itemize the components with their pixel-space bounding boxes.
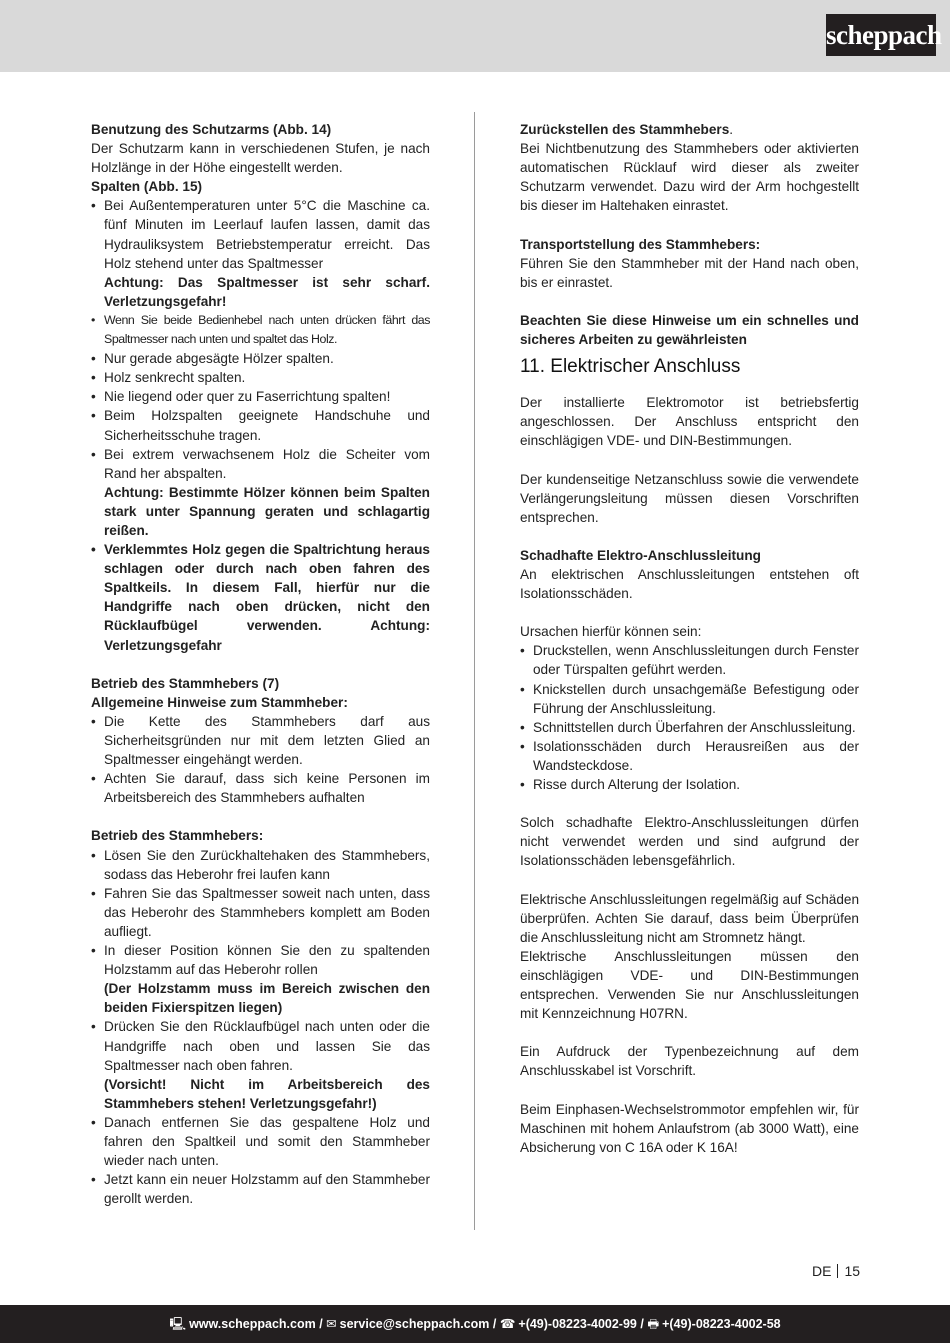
heading-schutzarm: Benutzung des Schutzarms (Abb. 14) (91, 122, 332, 137)
list-item: • Isolationsschäden durch Herausreißen aus der Wandsteckdose. (520, 737, 859, 775)
safety-note: Beachten Sie diese Hinweise um ein schnelles und sicheres Arbeiten zu gewährleisten (520, 312, 859, 348)
paragraph: Elektrische Anschlussleitungen müssen den einschlägigen VDE- und DIN-Bestimmungen entsprechen. Verwenden Sie nur Anschlussleitungen mit Kennzeichnung H07RN. (520, 948, 859, 1022)
computer-icon: 🖳 (169, 1317, 187, 1331)
list-item: • Knickstellen durch unsachgemäße Befestigung oder Führung der Anschlussleitung. (520, 680, 859, 718)
list-item: • Danach entfernen Sie das gespaltene Holz und fahren den Spaltkeil und somit den Stammheber wieder nach unten. (91, 1113, 430, 1170)
paragraph: Führen Sie den Stammheber mit der Hand nach oben, bis er einrastet. (520, 255, 859, 290)
heading-spalten: Spalten (Abb. 15) (91, 179, 203, 195)
list-item: • Bei extrem verwachsenem Holz die Scheiter vom Rand her abspalten. Achtung: Bestimmte Hölzer können beim Spalten stark unter Spannung geraten und schlagartig reißen. (91, 445, 430, 540)
paragraph: Elektrische Anschlussleitungen regelmäßig auf Schäden überprüfen. Achten Sie darauf, dass beim Überprüfen die Anschlussleitung nicht am Stromnetz hängt. (520, 891, 859, 945)
list-item: • In dieser Position können Sie den zu spaltenden Holzstamm auf das Heberohr rollen (Der Holzstamm muss im Bereich zwischen den beiden Fixierspitzen liegen) (91, 941, 430, 1017)
paragraph: Ein Aufdruck der Typenbezeichnung auf dem Anschlusskabel ist Vorschrift. (520, 1044, 859, 1079)
heading-stammheber: Betrieb des Stammhebers (7) (91, 675, 280, 691)
phone-icon: ☎ (499, 1317, 516, 1331)
list-item: • Holz senkrecht spalten. (91, 368, 430, 387)
list-item: • Schnittstellen durch Überfahren der Anschlussleitung. (520, 718, 859, 737)
page-num: 15 (844, 1263, 861, 1279)
left-column (91, 120, 430, 1208)
list-item: • Drücken Sie den Rücklaufbügel nach unten oder die Handgriffe nach oben und lassen Sie das Spaltmesser nach oben fahren. (Vorsicht! Nicht im Arbeitsbereich des Stammhebers stehen! Verletzungsgefahr!) (91, 1017, 430, 1112)
heading-hinweise: Allgemeine Hinweise zum Stammheber: (91, 694, 348, 710)
betrieb-list (91, 846, 430, 1209)
page-number (812, 1263, 860, 1279)
list-item: • Nur gerade abgesägte Hölzer spalten. (91, 349, 430, 368)
paragraph: Der kundenseitige Netzanschluss sowie die verwendete Verlängerungsleitung müssen diesen Vorschriften entsprechen. (520, 471, 859, 525)
paragraph: Der Schutzarm kann in verschiedenen Stufen, je nach Holzlänge in der Höhe eingestellt werden. (91, 141, 430, 176)
spalten-list (91, 196, 430, 654)
footer-fax: +(49)-08223-4002-58 (662, 1317, 781, 1331)
list-item: • Druckstellen, wenn Anschlussleitungen durch Fenster oder Türspalten geführt werden. (520, 641, 859, 679)
list-item: • Jetzt kann ein neuer Holzstamm auf den Stammheber gerollt werden. (91, 1170, 430, 1208)
brand-logo: scheppach (826, 14, 936, 56)
list-item: • Fahren Sie das Spaltmesser soweit nach unten, dass das Heberohr des Stammhebers komplett am Boden aufliegt. (91, 884, 430, 941)
heading-transport: Transportstellung des Stammhebers: (520, 236, 761, 252)
paragraph: Ursachen hierfür können sein: (520, 624, 702, 640)
right-column (520, 120, 859, 1157)
page-header (0, 0, 950, 72)
warning-text: Achtung: Das Spaltmesser ist sehr scharf. Verletzungsgefahr! (104, 274, 430, 309)
list-item: • Lösen Sie den Zurückhaltehaken des Stammhebers, sodass das Heberohr frei laufen kann (91, 846, 430, 884)
footer-web[interactable]: www.scheppach.com (189, 1317, 316, 1331)
warning-text: Achtung: Bestimmte Hölzer können beim Spalten stark unter Spannung geraten und schlagartig reißen. (104, 484, 430, 538)
warning-text: (Vorsicht! Nicht im Arbeitsbereich des Stammhebers stehen! Verletzungsgefahr!) (104, 1076, 430, 1111)
mail-icon: ✉ (326, 1317, 337, 1331)
heading-betrieb: Betrieb des Stammhebers: (91, 828, 264, 844)
paragraph: Beim Einphasen-Wechselstrommotor empfehlen wir, für Maschinen mit hohem Anlaufstrom (ab 3000 Watt), eine Absicherung von C 16A oder K 16A! (520, 1101, 859, 1155)
column-divider (474, 112, 475, 1230)
list-item: • Achten Sie darauf, dass sich keine Personen im Arbeitsbereich des Stammhebers aufhalten (91, 769, 430, 807)
page-footer: 🖳 www.scheppach.com / ✉ service@scheppach.com / ☎ +(49)-08223-4002-99 / 🖶 +(49)-08223-4002-58 (0, 1305, 950, 1343)
list-item: • Wenn Sie beide Bedienhebel nach unten drücken fährt das Spaltmesser nach unten und spaltet das Holz. (91, 311, 430, 349)
hinweise-list (91, 712, 430, 807)
footer-phone: +(49)-08223-4002-99 (518, 1317, 637, 1331)
paragraph: Solch schadhafte Elektro-Anschlussleitungen dürfen nicht verwendet werden und sind aufgrund der Isolationsschäden lebensgefährlich. (520, 815, 859, 869)
paragraph: Der installierte Elektromotor ist betriebsfertig angeschlossen. Der Anschluss entspricht den einschlägigen VDE- und DIN-Bestimmungen. (520, 395, 859, 449)
list-item: • Beim Holzspalten geeignete Handschuhe und Sicherheitsschuhe tragen. (91, 406, 430, 444)
list-item: • Bei Außentemperaturen unter 5°C die Maschine ca. fünf Minuten im Leerlauf laufen lassen, damit das Hydrauliksystem Betriebstemperatur erreicht. Das Holz stehend unter das Spaltmesser Achtung: Das Spaltmesser ist sehr scharf. Verletzungsgefahr! (91, 196, 430, 311)
heading-schadhafte: Schadhafte Elektro-Anschlussleitung (520, 547, 761, 563)
heading-zurueckstellen: Zurückstellen des Stammhebers. (520, 122, 734, 137)
list-item: • Die Kette des Stammhebers darf aus Sicherheitsgründen nur mit dem letzten Glied an Spaltmesser eingehängt werden. (91, 712, 430, 769)
fax-icon: 🖶 (647, 1317, 660, 1331)
note-text: (Der Holzstamm muss im Bereich zwischen den beiden Fixierspitzen liegen) (104, 981, 430, 1016)
footer-email[interactable]: service@scheppach.com (339, 1317, 490, 1331)
section-title: 11. Elektrischer Anschluss (520, 356, 741, 378)
list-item: • Verklemmtes Holz gegen die Spaltrichtung heraus schlagen oder durch nach oben fahren des Spaltkeils. In diesem Fall, hierfür nur die Handgriffe nach oben drücken, nicht den Rücklaufbügel verwenden. Achtung: Verletzungsgefahr (91, 540, 430, 655)
language-code: DE (812, 1263, 832, 1279)
ursachen-list (520, 641, 859, 794)
list-item: • Risse durch Alterung der Isolation. (520, 775, 859, 794)
list-item: • Nie liegend oder quer zu Faserrichtung spalten! (91, 387, 430, 406)
paragraph: An elektrischen Anschlussleitungen entstehen oft Isolationsschäden. (520, 566, 859, 602)
paragraph: Bei Nichtbenutzung des Stammhebers oder aktivierten automatischen Rücklauf wird dieser als zweiter Schutzarm verwendet. Dazu wird der Arm hochgestellt bis dieser im Haltehaken einrastet. (520, 141, 859, 214)
